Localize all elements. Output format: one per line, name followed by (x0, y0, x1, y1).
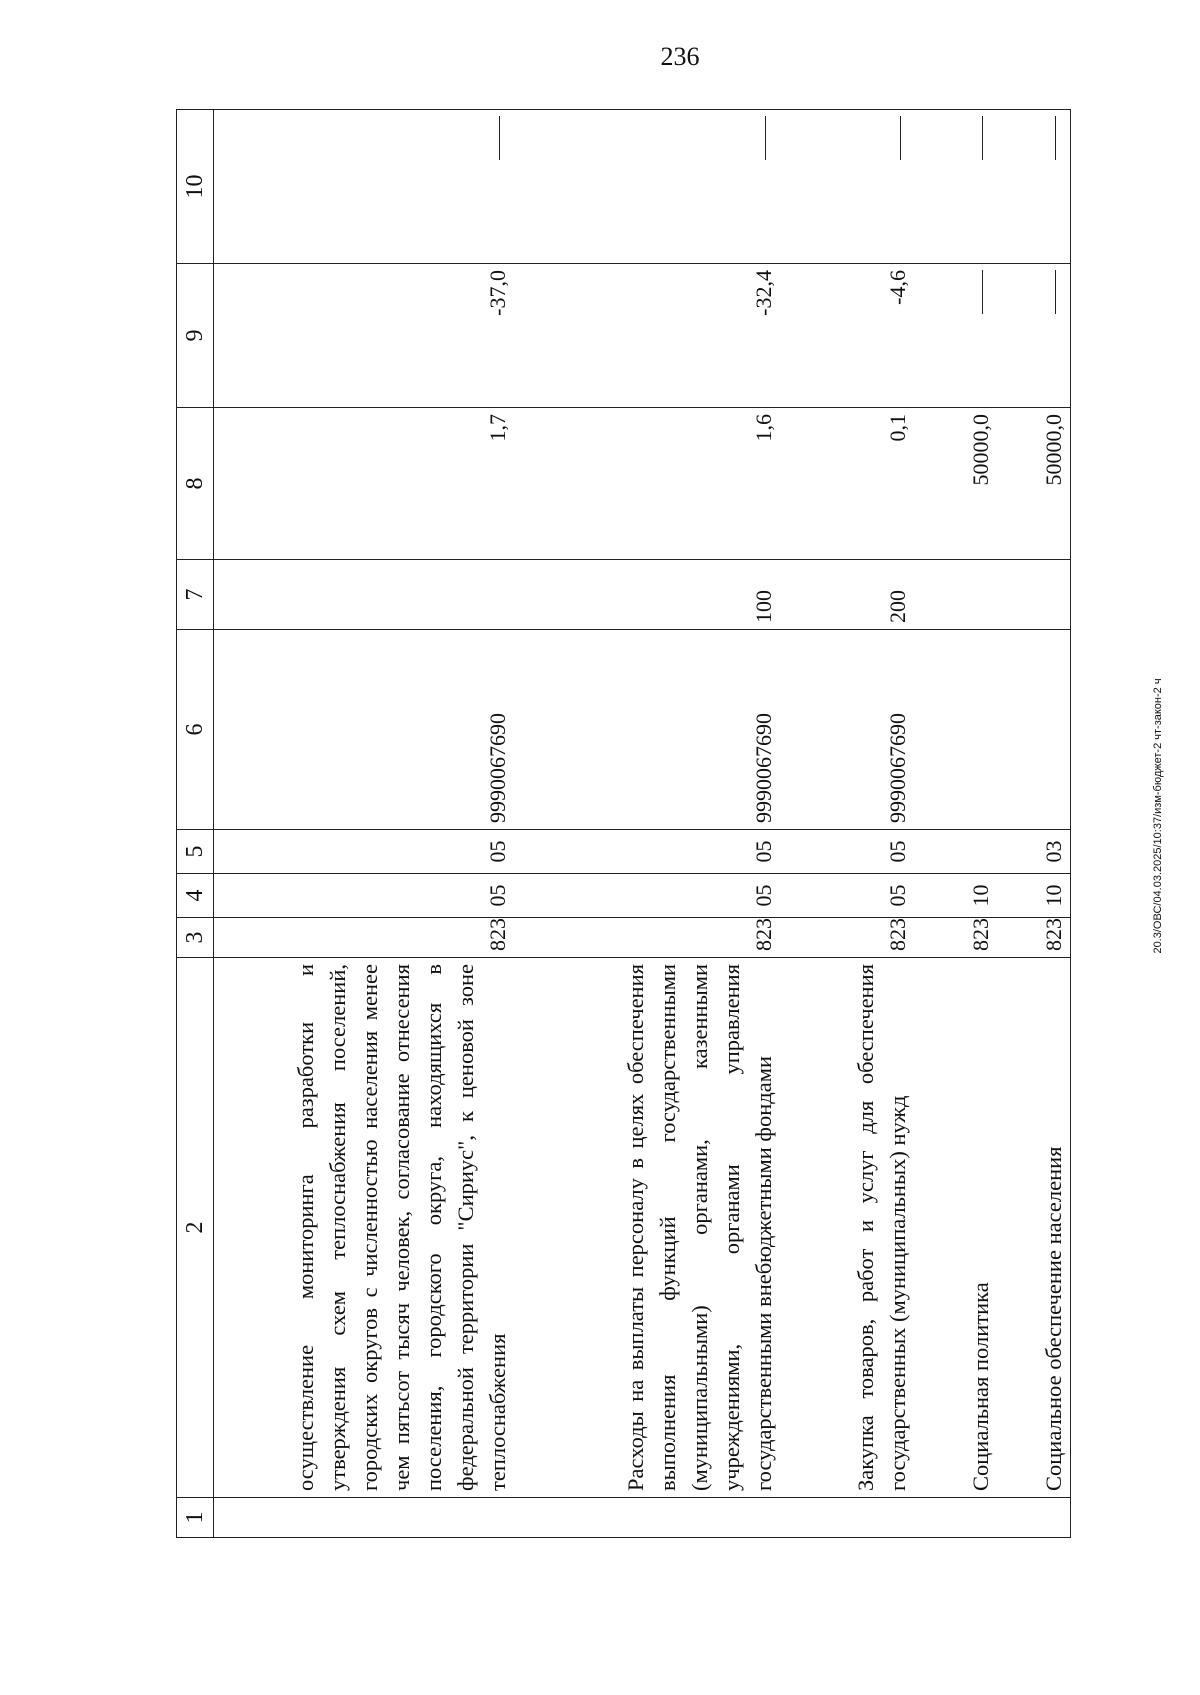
table-header-row (177, 110, 214, 1538)
header-col-3: 3 (177, 918, 214, 958)
dash-mark (1055, 116, 1056, 160)
cell-subsection-code: 05 (214, 830, 514, 874)
header-col-8: 8 (177, 408, 214, 560)
table-row (997, 110, 1071, 1538)
rotated-table-container (176, 110, 1071, 1538)
cell-section-code: 10 (914, 874, 996, 918)
table-row (780, 110, 915, 1538)
cell-target-article (914, 630, 996, 830)
cell-expense-type (997, 560, 1071, 630)
cell-section-code: 05 (514, 874, 780, 918)
cell-col-1 (914, 1498, 996, 1538)
cell-ministry-code: 823 (514, 918, 780, 958)
dash-mark (982, 270, 983, 314)
dash-mark (1055, 270, 1056, 314)
cell-target-article: 9990067690 (514, 630, 780, 830)
cell-amount-8: 50000,0 (914, 408, 996, 560)
cell-expense-type: 100 (514, 560, 780, 630)
cell-section-code: 05 (214, 874, 514, 918)
dash-mark (900, 116, 901, 160)
cell-target-article: 9990067690 (214, 630, 514, 830)
header-col-7: 7 (177, 560, 214, 630)
row-description: Расходы на выплаты персоналу в целях обеспечения выполнения функций государственными (муниципальными) органами, казенными учреждениями, органами управления государственными внебюджетными фондами (514, 958, 780, 1498)
cell-amount-9: -4,6 (780, 264, 915, 408)
document-footer-code (1151, 111, 1165, 1521)
cell-subsection-code: 03 (997, 830, 1071, 874)
cell-ministry-code: 823 (780, 918, 915, 958)
footer-code-text: 20.3/ОВС/04.03.2025/10:37/изм-бюджет-2 чт-закон-2 ч (1152, 678, 1164, 954)
cell-expense-type: 200 (780, 560, 915, 630)
header-col-10: 10 (177, 110, 214, 264)
dash-mark (982, 116, 983, 160)
table-row (214, 110, 514, 1538)
cell-col-1 (514, 1498, 780, 1538)
cell-amount-10 (997, 110, 1071, 264)
cell-subsection-code: 05 (780, 830, 915, 874)
cell-amount-8: 0,1 (780, 408, 915, 560)
cell-ministry-code: 823 (997, 918, 1071, 958)
row-description: Закупка товаров, работ и услуг для обеспечения государственных (муниципальных) нужд (780, 958, 915, 1498)
cell-amount-8: 1,7 (214, 408, 514, 560)
header-col-2: 2 (177, 958, 214, 1498)
header-col-5: 5 (177, 830, 214, 874)
header-col-6: 6 (177, 630, 214, 830)
cell-expense-type (914, 560, 996, 630)
cell-col-1 (214, 1498, 514, 1538)
cell-amount-10 (780, 110, 915, 264)
budget-table (176, 109, 1071, 1538)
cell-amount-9: -32,4 (514, 264, 780, 408)
cell-ministry-code: 823 (914, 918, 996, 958)
cell-expense-type (214, 560, 514, 630)
cell-amount-9: -37,0 (214, 264, 514, 408)
page-number: 236 (660, 42, 700, 71)
cell-section-code: 05 (780, 874, 915, 918)
cell-subsection-code: 05 (514, 830, 780, 874)
cell-amount-8: 1,6 (514, 408, 780, 560)
cell-amount-10 (914, 110, 996, 264)
cell-amount-9 (914, 264, 996, 408)
cell-col-1 (780, 1498, 915, 1538)
header-col-4: 4 (177, 874, 214, 918)
dash-mark (499, 116, 500, 160)
cell-col-1 (997, 1498, 1071, 1538)
cell-subsection-code (914, 830, 996, 874)
table-row (514, 110, 780, 1538)
header-col-9: 9 (177, 264, 214, 408)
dash-mark (765, 116, 766, 160)
row-description: осуществление мониторинга разработки и утверждения схем теплоснабжения поселений, городских округов с численностью населения менее чем пятьсот тысяч человек, согласование отнесения поселения, городского округа, находящихся в федеральной территории "Сириус", к ценовой зоне теплоснабжения (214, 958, 514, 1498)
cell-amount-10 (514, 110, 780, 264)
cell-amount-8: 50000,0 (997, 408, 1071, 560)
cell-target-article (997, 630, 1071, 830)
header-col-1: 1 (177, 1498, 214, 1538)
cell-section-code: 10 (997, 874, 1071, 918)
cell-target-article: 9990067690 (780, 630, 915, 830)
cell-ministry-code: 823 (214, 918, 514, 958)
cell-amount-10 (214, 110, 514, 264)
row-description: Социальная политика (914, 958, 996, 1498)
table-row (914, 110, 996, 1538)
cell-amount-9 (997, 264, 1071, 408)
row-description: Социальное обеспечение населения (997, 958, 1071, 1498)
